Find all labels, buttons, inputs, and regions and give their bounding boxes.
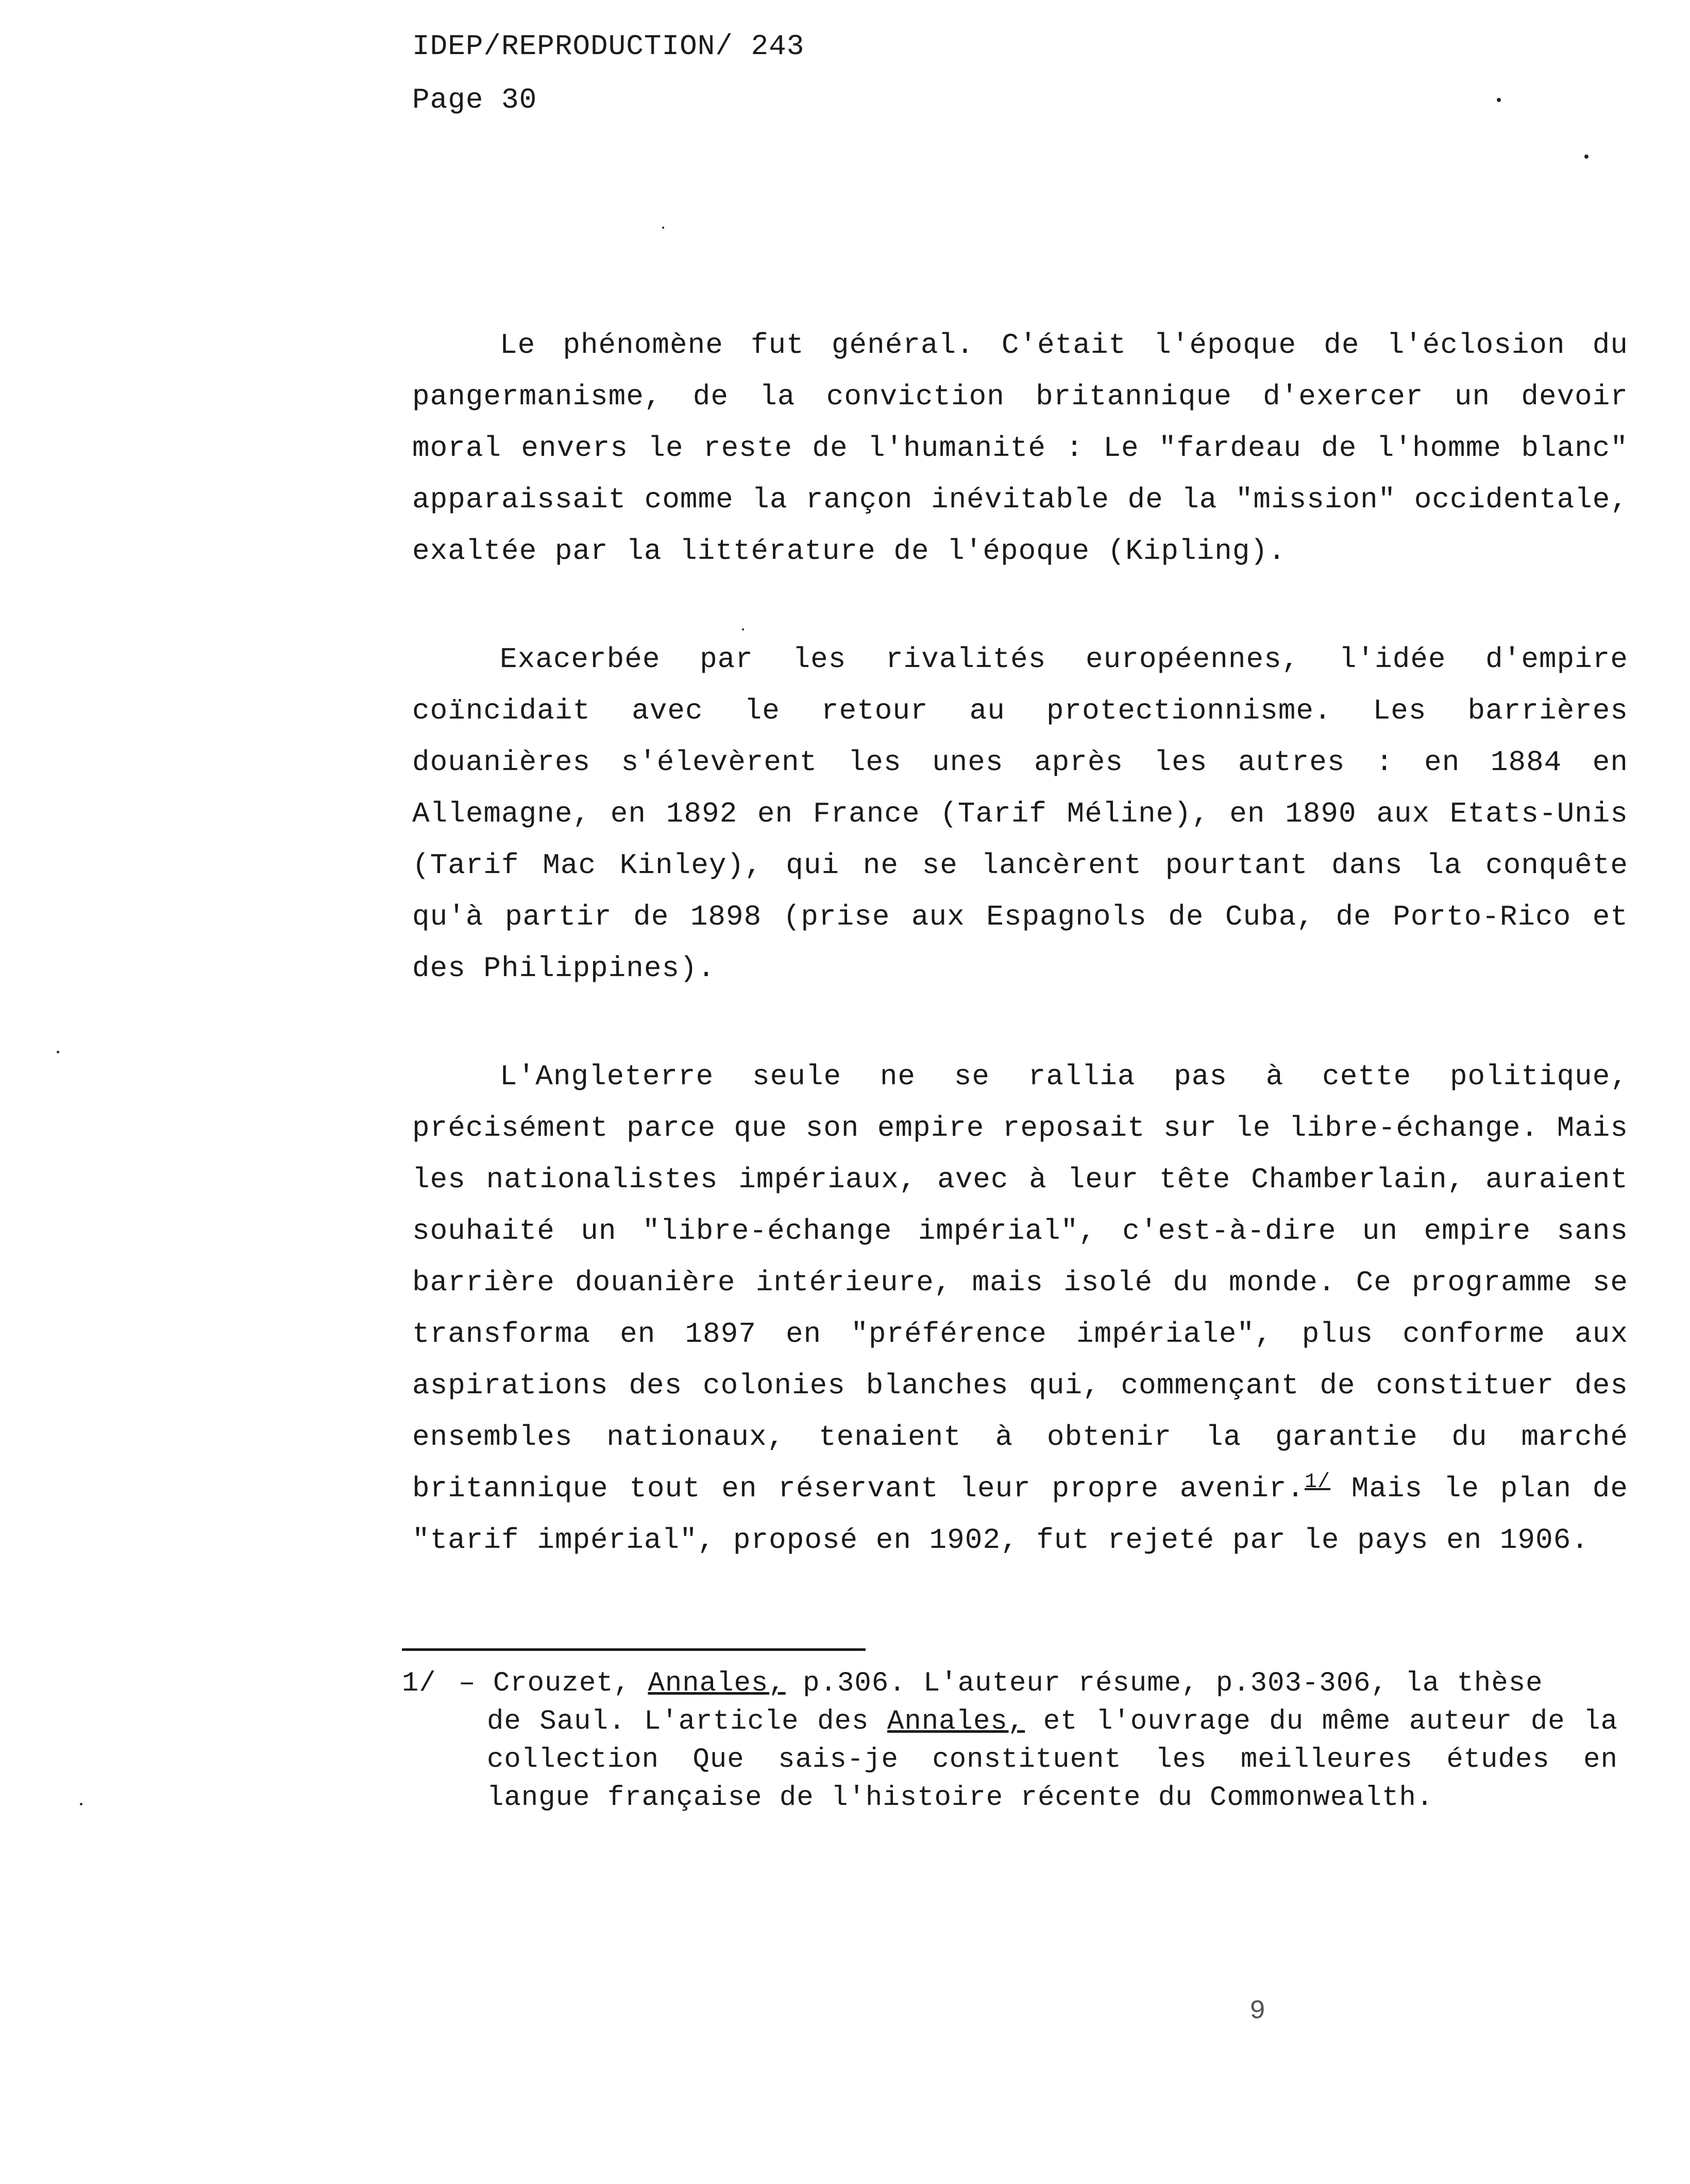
footnote-journal-2: Annales, [887, 1706, 1025, 1737]
footnote-marker: 1/ [402, 1668, 436, 1699]
paragraph-3-text-before-note: L'Angleterre seule ne se rallia pas à cette politique, précisément parce que son empire reposait sur le libre-échange. Mais les nationalistes impériaux, avec à leur tête Chamberlain, auraient souhaité un "libre-échange impérial", c'est-à-dire un empire sans barrière douanière intérieure, mais isolé du monde. Ce programme se transforma en 1897 en "préférence impériale", plus conforme aux aspirations des colonies blanches qui, commençant de constituer des ensembles nationaux, tenaient à obtenir la garantie du marché britannique tout en réservant leur propre avenir. [412, 1060, 1628, 1505]
scan-speck [57, 1051, 59, 1053]
scan-speck [742, 628, 744, 630]
document-reference: IDEP/REPRODUCTION/ 243 [412, 30, 805, 63]
footnote-reference: 1/ [1305, 1471, 1331, 1494]
page-mark: 9 [1249, 1996, 1266, 2026]
paragraph-3-text-after-note: Mais le plan de "tarif impérial", proposé en 1902, fut rejeté par le pays en 1906. [412, 1472, 1628, 1557]
footnote-dash: – [459, 1668, 476, 1699]
footnote [402, 1665, 1618, 1817]
footnote-journal: Annales, [648, 1668, 786, 1699]
paragraph-3 [412, 1051, 1628, 1566]
paragraph-1-text: Le phénomène fut général. C'était l'époque de l'éclosion du pangermanisme, de la conviction britannique d'exercer un devoir moral envers le reste de l'humanité : Le "fardeau de l'homme blanc" apparaissait comme la rançon inévitable de la "mission" occidentale, exaltée par la littérature de l'époque (Kipling). [412, 329, 1628, 568]
paragraph-3-text [412, 1051, 1628, 1566]
scan-speck [662, 227, 664, 229]
footnote-divider [402, 1648, 866, 1651]
footnote-first-line [402, 1665, 1618, 1703]
footnote-author: Crouzet, [493, 1668, 631, 1699]
page-number: Page 30 [412, 83, 537, 116]
scan-speck [1497, 98, 1501, 102]
footnote-line2-end: et l'ouvrage du même auteur [1043, 1706, 1513, 1737]
footnote-first-line-rest: p.306. L'auteur résume, p.303-306, la thèse [803, 1668, 1543, 1699]
scan-speck [1584, 155, 1588, 159]
paragraph-1 [412, 319, 1628, 577]
footnote-line3: de la collection Que sais-je constituent les meilleures études en langue française de l'histoire récente du Commonwealth. [487, 1706, 1618, 1814]
footnote-continuation [402, 1703, 1618, 1817]
footnote-line2-start: de Saul. L'article des [487, 1706, 869, 1737]
paragraph-2 [412, 634, 1628, 994]
paragraph-2-text: Exacerbée par les rivalités européennes, l'idée d'empire coïncidait avec le retour au protectionnisme. Les barrières douanières s'élevèrent les unes après les autres : en 1884 en Allemagne, en 1892 en France (Tarif Méline), en 1890 aux Etats-Unis (Tarif Mac Kinley), qui ne se lancèrent pourtant dans la conquête qu'à partir de 1898 (prise aux Espagnols de Cuba, de Porto-Rico et des Philippines). [412, 643, 1628, 985]
scan-speck [80, 1803, 82, 1805]
